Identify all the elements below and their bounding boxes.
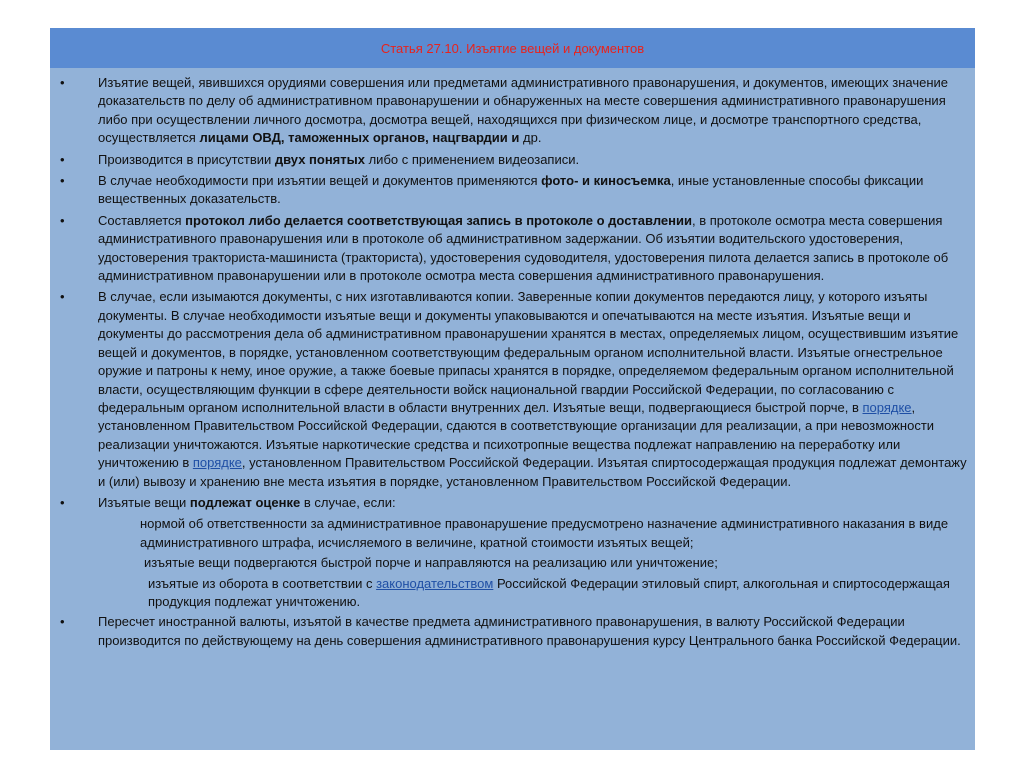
list-item: • Изъятые вещи подлежат оценке в случае, если: — [58, 494, 970, 512]
sub-item: изъятые вещи подвергаются быстрой порче и направляются на реализацию или уничтожение; — [144, 555, 718, 571]
list-item: • В случае необходимости при изъятии вещей и документов применяются фото- и киносъемка, иные установленные способы фиксации вещественных доказательств. — [60, 173, 924, 207]
slide — [50, 28, 975, 750]
list-item: • В случае, если изымаются документы, с них изготавливаются копии. Заверенные копии документов передаются лицу, у которого изъяты документы. В случае необходимости изъятые вещи и документы упаковываются и опечатываются на месте изъятия. Изъятые вещи и документы до рассмотрения дела об административном правонарушении хранятся в местах, определяемых лицом, осуществившим изъятие вещей и документов, в порядке, установленном соответствующим федеральным органом исполнительной власти. Изъятые огнестрельное оружие и патроны к нему, иное оружие, а также боевые припасы хранятся в порядке, определяемом федеральным органом исполнительной власти, осуществляющим функции в сфере деятельности войск национальной гвардии Российской Федерации, по согласованию с федеральным органом исполнительной власти в области внутренних дел. Изъятые вещи, подвергающиеся быстрой порче, в порядке, установленном Правительством Российской Федерации, сдаются в соответствующие организации для реализации, а при невозможности реализации уничтожаются. Изъятые наркотические средства и психотропные вещества подлежат направлению на переработку или уничтожению в порядке, установленном Правительством Российской Федерации. Изъятая спиртосодержащая продукция подлежат демонтажу и (или) вывозу и хранению вне места изъятия в порядке, установленном Правительством Российской Федерации. — [60, 289, 967, 489]
bullet-icon: • — [60, 173, 65, 189]
list-item: • Изъятие вещей, явившихся орудиями совершения или предметами административного правонарушения, и документов, имеющих значение доказательств по делу об административном правонарушении и обнаруженных на месте совершения административного правонарушения либо при осуществлении личного досмотра, досмотра вещей, находящихся при физическом лице, и досмотре транспортного средства, осуществляется лицами ОВД, таможенных органов, нацгвардии и др. — [60, 75, 948, 146]
bullet-icon: • — [60, 212, 65, 228]
list-item: • Производится в присутствии двух понятых либо с применением видеозаписи. — [58, 151, 970, 169]
bullet-icon: • — [60, 151, 65, 167]
sub-item: изъятые из оборота в соответствии с законодательством Российской Федерации этиловый спирт, алкогольная и спиртосодержащая продукция подлежат уничтожению. — [148, 575, 950, 609]
order-link[interactable]: порядке — [192, 455, 242, 471]
slide-title: Статья 27.10. Изъятие вещей и документов — [380, 40, 645, 56]
order-link[interactable]: порядке — [862, 399, 912, 415]
bullet-icon: • — [60, 289, 65, 305]
bullet-icon: • — [60, 614, 65, 630]
list-item: • Составляется протокол либо делается соответствующая запись в протоколе о доставлении, в протоколе осмотра места совершения административного правонарушения или в протоколе об административном задержании. Об изъятии водительского удостоверения, удостоверения тракториста-машиниста (тракториста), удостоверения судоводителя, удостоверения пилота делается запись в протоколе об административном правонарушении или в протоколе осмотра места совершения административного правонарушения. — [60, 212, 949, 284]
content-list — [58, 74, 970, 653]
legislation-link[interactable]: законодательством — [376, 575, 494, 591]
sub-item: нормой об ответственности за административное правонарушение предусмотрено назначение административного наказания в виде административного штрафа, исчисляемого в величине, кратной стоимости изъятых вещей; — [140, 516, 949, 550]
bullet-icon: • — [60, 494, 65, 510]
list-item: • Пересчет иностранной валюты, изъятой в качестве предмета административного правонарушения, в валюту Российской Федерации производится по действующему на день совершения административного правонарушения курсу Центрального банка Российской Федерации. — [60, 614, 961, 648]
title-bar — [50, 28, 975, 68]
bullet-icon: • — [60, 75, 65, 90]
